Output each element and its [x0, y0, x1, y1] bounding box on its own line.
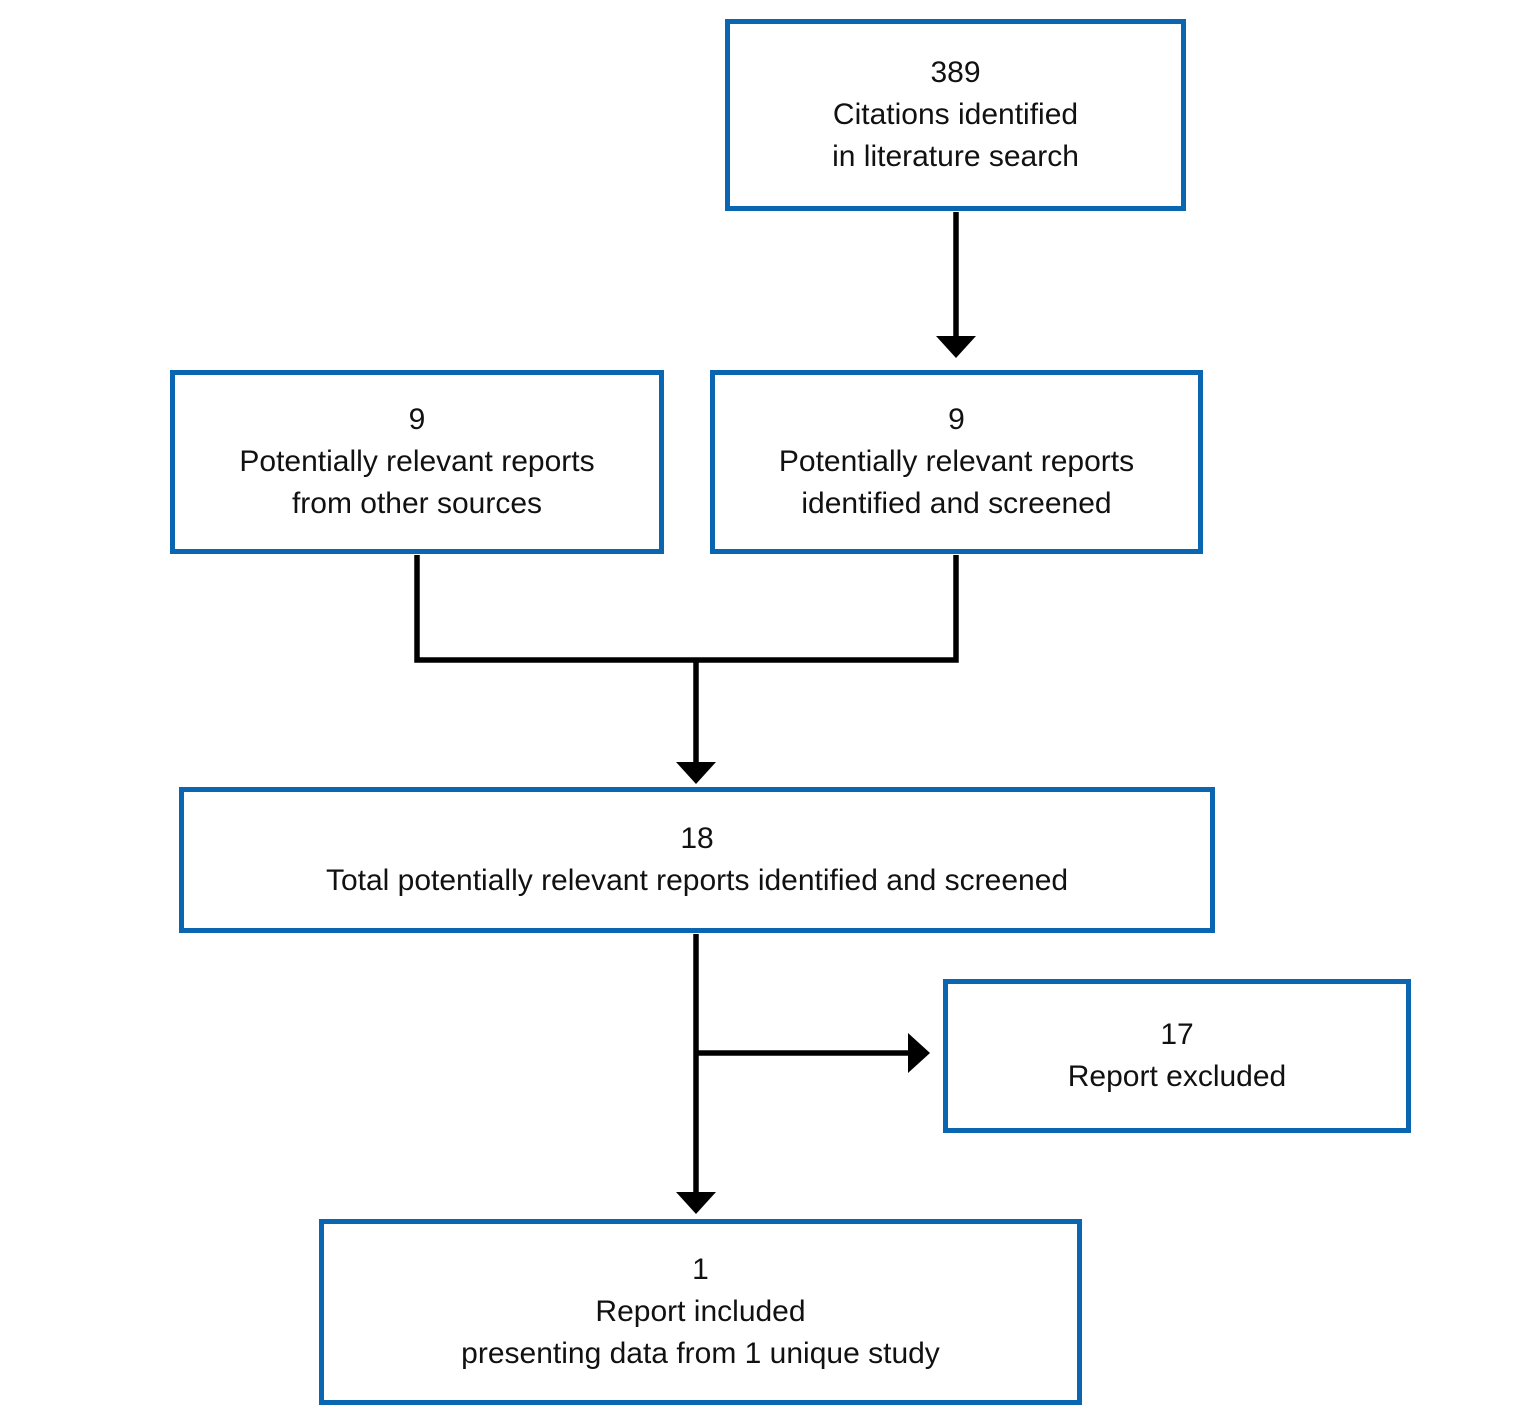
citations-count: 389: [930, 56, 981, 89]
excluded-count: 17: [1160, 1018, 1194, 1051]
box-other-sources: [170, 370, 664, 554]
identified-screened-label-line2: identified and screened: [801, 487, 1112, 520]
included-count: 1: [692, 1253, 709, 1286]
citations-label-line2: in literature search: [832, 140, 1079, 173]
identified-screened-label-line1: Potentially relevant reports: [778, 445, 1135, 478]
box-total-screened: [179, 787, 1215, 933]
box-citations-identified: [725, 19, 1186, 211]
total-screened-count: 18: [680, 822, 714, 855]
box-report-included: [319, 1219, 1082, 1405]
included-label-line2: presenting data from 1 unique study: [461, 1337, 940, 1370]
other-sources-label-line2: from other sources: [291, 487, 543, 520]
arrow-total-to-included: [676, 934, 716, 1214]
citations-label-line1: Citations identified: [832, 98, 1079, 131]
included-label-line1: Report included: [595, 1295, 806, 1328]
box-report-excluded: [943, 979, 1411, 1133]
connector-merge: [417, 555, 956, 660]
other-sources-count: 9: [408, 403, 426, 436]
identified-screened-count: 9: [948, 403, 965, 436]
arrow-merge-to-total: [676, 658, 716, 784]
excluded-label-line1: Report excluded: [1067, 1060, 1287, 1093]
other-sources-label-line1: Potentially relevant reports: [239, 445, 595, 478]
total-screened-label-line1: Total potentially relevant reports identified and screened: [325, 864, 1069, 897]
arrow-citations-to-screened: [936, 212, 976, 358]
box-identified-screened: [710, 370, 1203, 554]
arrow-total-to-excluded: [694, 1033, 930, 1073]
